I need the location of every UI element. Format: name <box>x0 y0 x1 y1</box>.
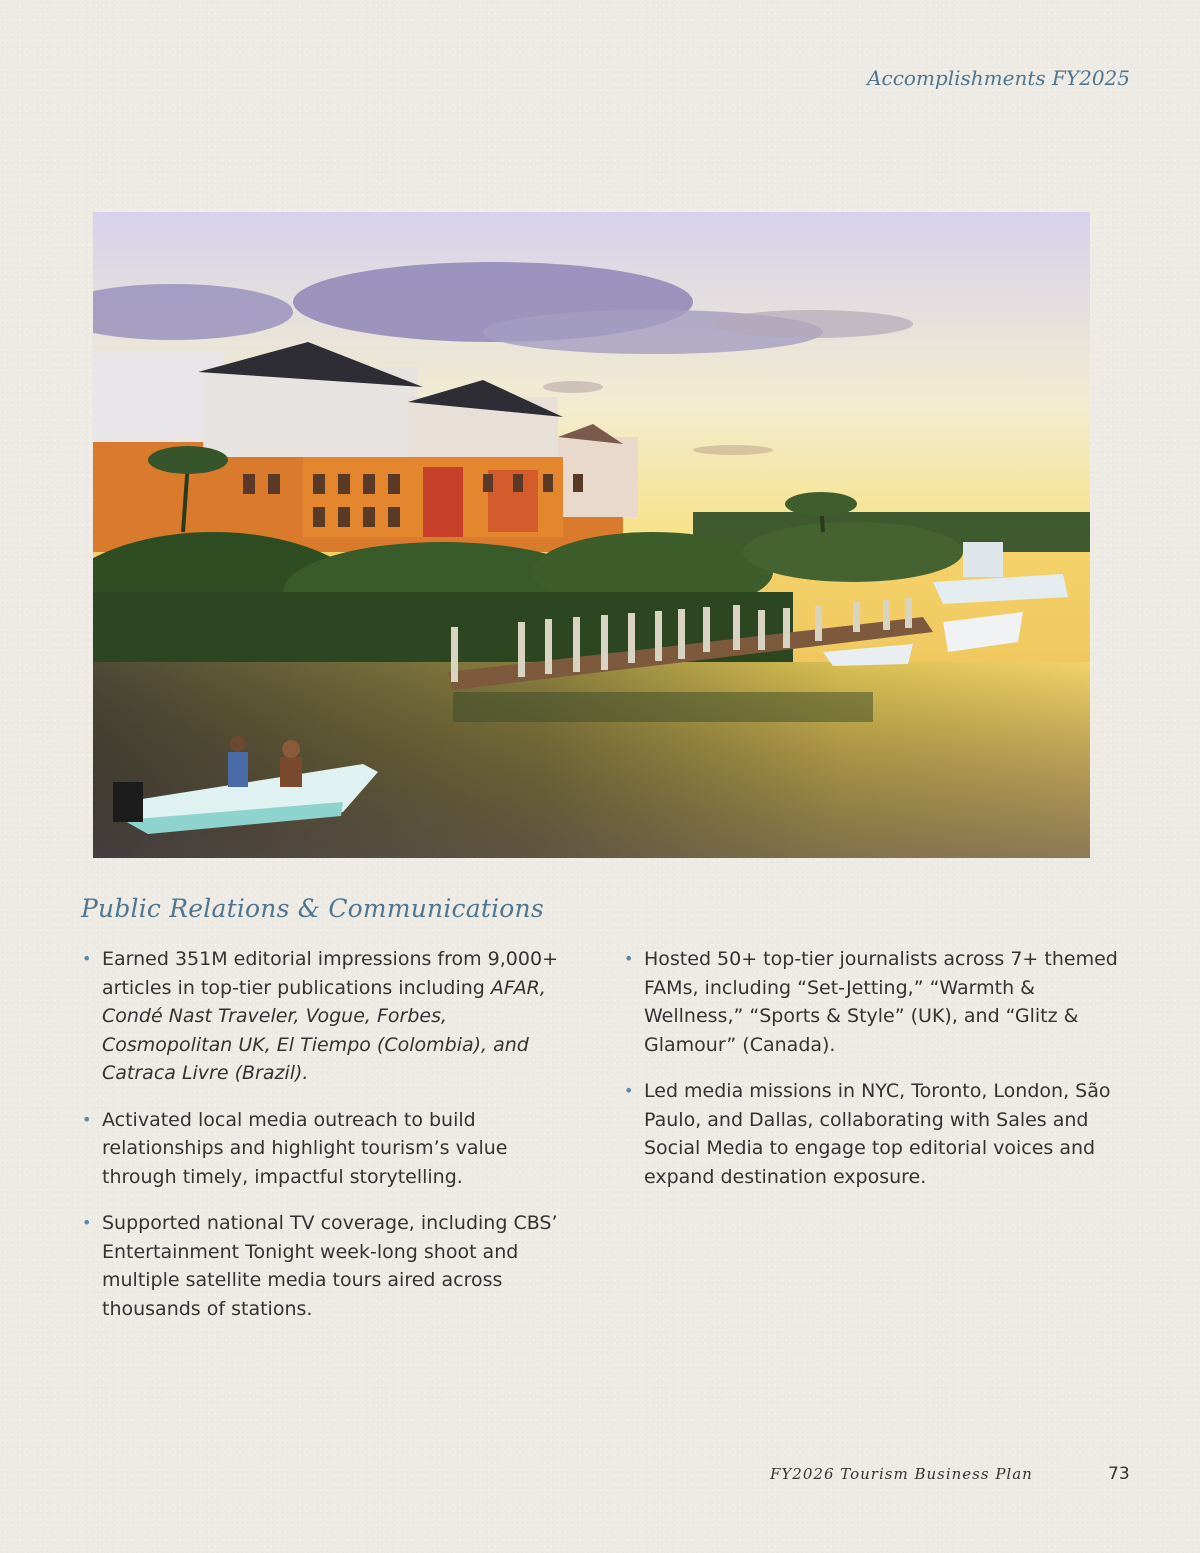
list-item <box>80 1106 560 1192</box>
marina-sunset-photo <box>93 212 1090 858</box>
bullet-text: Activated local media outreach to build relationships and highlight tourism’s value through timely, impactful storytelling. <box>102 1108 508 1188</box>
left-bullet-list <box>80 945 560 1341</box>
bullet-text: Hosted 50+ top-tier journalists across 7+ themed FAMs, including “Set-Jetting,” “Warmth & Wellness,” “Sports & Style” (UK), and “Glitz & Glamour” (Canada). <box>644 948 1118 1056</box>
footer-title: FY2026 Tourism Business Plan <box>770 1465 1033 1483</box>
list-item <box>622 1077 1122 1191</box>
section-title: Public Relations & Communications <box>81 894 544 923</box>
bullet-text: Earned 351M editorial impressions from 9,000+ articles in top-tier publications including <box>102 948 558 999</box>
page-number: 73 <box>1108 1464 1130 1484</box>
bullet-icon: • <box>82 949 92 968</box>
bullet-text: Led media missions in NYC, Toronto, London, São Paulo, and Dallas, collaborating with Sales and Social Media to engage top editorial voices and expand destination exposure. <box>644 1080 1111 1188</box>
bullet-icon: • <box>624 1081 634 1100</box>
bullet-text: Supported national TV coverage, including CBS’ Entertainment Tonight week-long shoot and multiple satellite media tours aired across thousands of stations. <box>102 1212 558 1320</box>
list-item <box>80 1209 560 1323</box>
list-item <box>622 945 1122 1059</box>
publication-list: AFAR, Condé Nast Traveler, Vogue, Forbes, Cosmopolitan UK, El Tiempo (Colombia), and Catraca Livre (Brazil). <box>102 976 546 1084</box>
bullet-icon: • <box>82 1109 92 1129</box>
right-bullet-list <box>622 945 1122 1209</box>
list-item <box>80 945 560 1088</box>
running-header: Accomplishments FY2025 <box>867 66 1130 90</box>
bullet-icon: • <box>624 949 634 968</box>
bullet-icon: • <box>82 1213 92 1232</box>
